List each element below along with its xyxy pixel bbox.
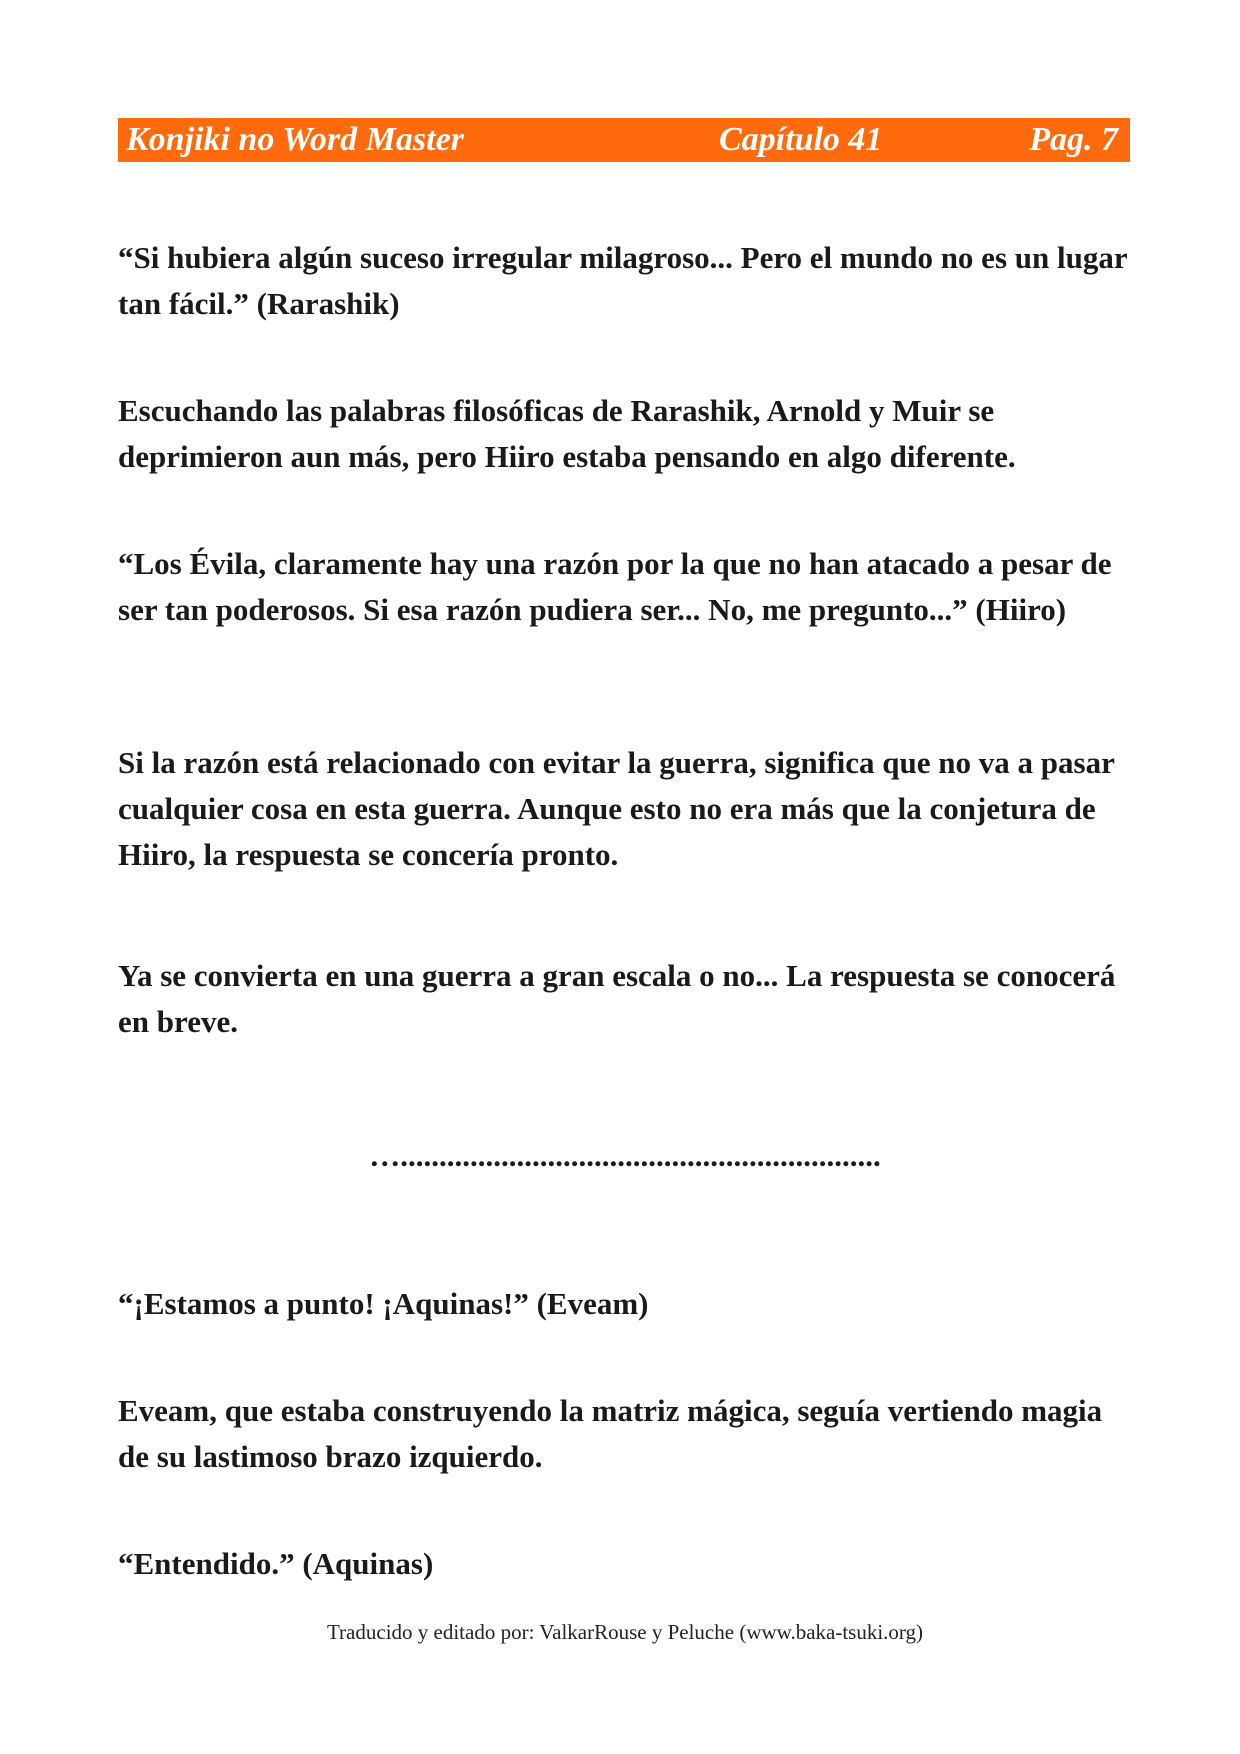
- paragraph-aquinas-quote: “Entendido.” (Aquinas): [118, 1546, 434, 1581]
- paragraph-narration-3: Ya se convierta en una guerra a gran escala o no... La respuesta se conocerá en breve.: [118, 958, 1116, 1039]
- paragraph-eveam-quote: “¡Estamos a punto! ¡Aquinas!” (Eveam): [118, 1286, 649, 1321]
- paragraph-hiiro-quote: “Los Évila, claramente hay una razón por la que no han atacado a pesar de ser tan poderosos. Si esa razón pudiera ser... No, me pregunto...” (Hiiro): [118, 546, 1112, 627]
- chapter-label: Capítulo 41: [719, 121, 883, 158]
- paragraph-narration-1: Escuchando las palabras filosóficas de Rarashik, Arnold y Muir se deprimieron aun más, pero Hiiro estaba pensando en algo diferente.: [118, 393, 1016, 474]
- paragraph-narration-4: Eveam, que estaba construyendo la matriz mágica, seguía vertiendo magia de su lastimoso brazo izquierdo.: [118, 1393, 1103, 1474]
- paragraph-rarashik-quote: “Si hubiera algún suceso irregular milagroso... Pero el mundo no es un lugar tan fácil.” (Rarashik): [118, 240, 1128, 321]
- page-footer: Traducido y editado por: ValkarRouse y Peluche (www.baka-tsuki.org): [326, 1620, 924, 1644]
- page-number: Pag. 7: [1029, 121, 1118, 158]
- book-title: Konjiki no Word Master: [126, 121, 464, 158]
- page-header: [118, 118, 1130, 162]
- paragraph-narration-2: Si la razón está relacionado con evitar la guerra, significa que no va a pasar cualquier cosa en esta guerra. Aunque esto no era más que la conjetura de Hiiro, la respuesta se concería pronto.: [118, 745, 1115, 872]
- scene-separator: …..............................................................: [369, 1138, 881, 1173]
